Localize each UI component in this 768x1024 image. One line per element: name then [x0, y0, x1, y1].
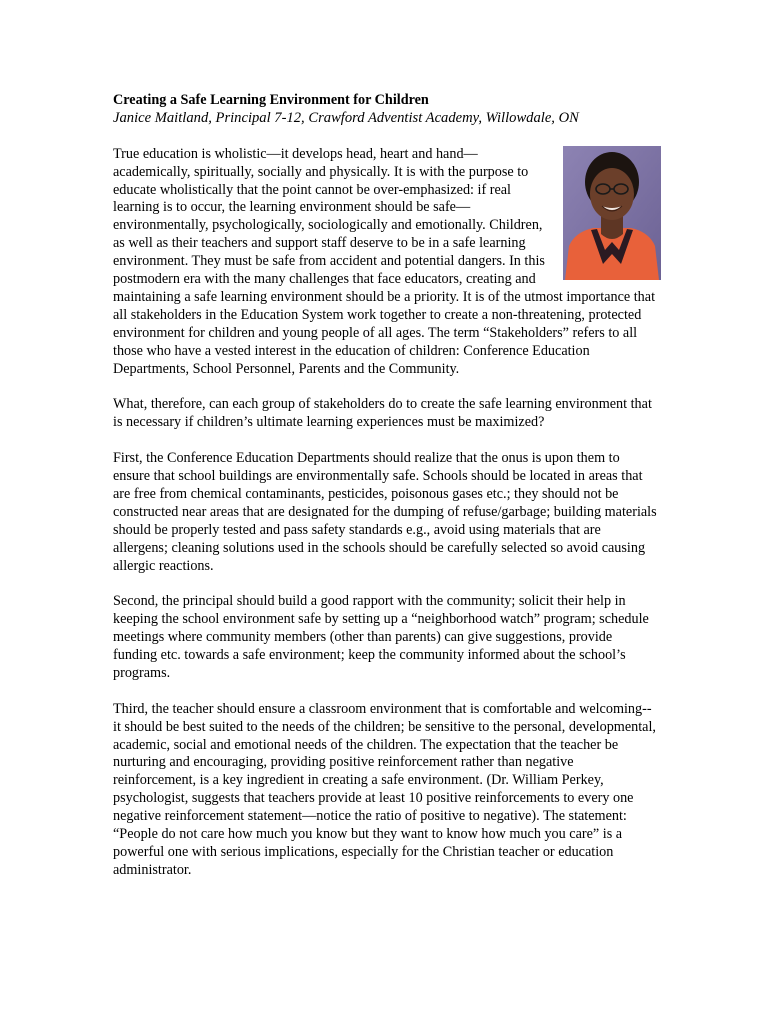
article	[113, 92, 658, 898]
paragraph-intro: True education is wholistic—it develops head, heart and hand—academically, spiritually, socially and physically. It is with the purpose to educate wholistically that the point cannot be over-emphasized: if real learning is to occur, the learning environment should be safe—environmentally, psychologically, sociologically and emotionally. Children, as well as their teachers and support staff deserve to be in a safe learning environment. They must be safe from accident and potential dangers. In this postmodern era with the many challenges that face educators, creating and maintaining a safe learning environment should be a priority. It is of the utmost importance that all stakeholders in the Education System work together to create a non-threatening, protected environment for children and young people of all ages. The term “Stakeholders” refers to all those who have a vested interest in the education of children: Conference Education Departments, School Personnel, Parents and the Community.	[113, 145, 656, 377]
article-title: Creating a Safe Learning Environment for Children	[113, 92, 429, 108]
article-byline: Janice Maitland, Principal 7-12, Crawford Adventist Academy, Willowdale, ON	[113, 109, 579, 126]
paragraph-second: Second, the principal should build a good rapport with the community; solicit their help in keeping the school environment safe by setting up a “neighborhood watch” program; schedule meetings where community members (other than parents) can give suggestions, provide funding etc. towards a safe environment; keep the community informed about the school’s programs.	[113, 593, 649, 681]
author-portrait-photo	[563, 146, 661, 280]
paragraph-first: First, the Conference Education Departments should realize that the onus is upon them to ensure that school buildings are environmentally safe. Schools should be located in areas that are free from chemical contaminants, pesticides, poisonous gases etc.; they should not be constructed near areas that are designated for the dumping of refuse/garbage; building materials should be properly tested and pass safety standards e.g., avoid using materials that are allergens; cleaning solutions used in the schools should be carefully selected so avoid causing allergic reactions.	[113, 450, 657, 574]
paragraph-question: What, therefore, can each group of stakeholders do to create the safe learning environment that is necessary if children’s ultimate learning experiences must be maximized?	[113, 396, 652, 431]
paragraph-third: Third, the teacher should ensure a classroom environment that is comfortable and welcoming--it should be best suited to the needs of the children; be sensitive to the personal, developmental, academic, social and emotional needs of the children. The expectation that the teacher be nurturing and encouraging, providing positive reinforcement rather than negative reinforcement, is a key ingredient in creating a safe environment. (Dr. William Perkey, psychologist, suggests that teachers provide at least 10 positive reinforcements to every one negative reinforcement statement—notice the ratio of positive to negative). The statement: “People do not care how much you know but they want to know how much you care” is a powerful one with serious implications, especially for the Christian teacher or education administrator.	[113, 700, 656, 878]
